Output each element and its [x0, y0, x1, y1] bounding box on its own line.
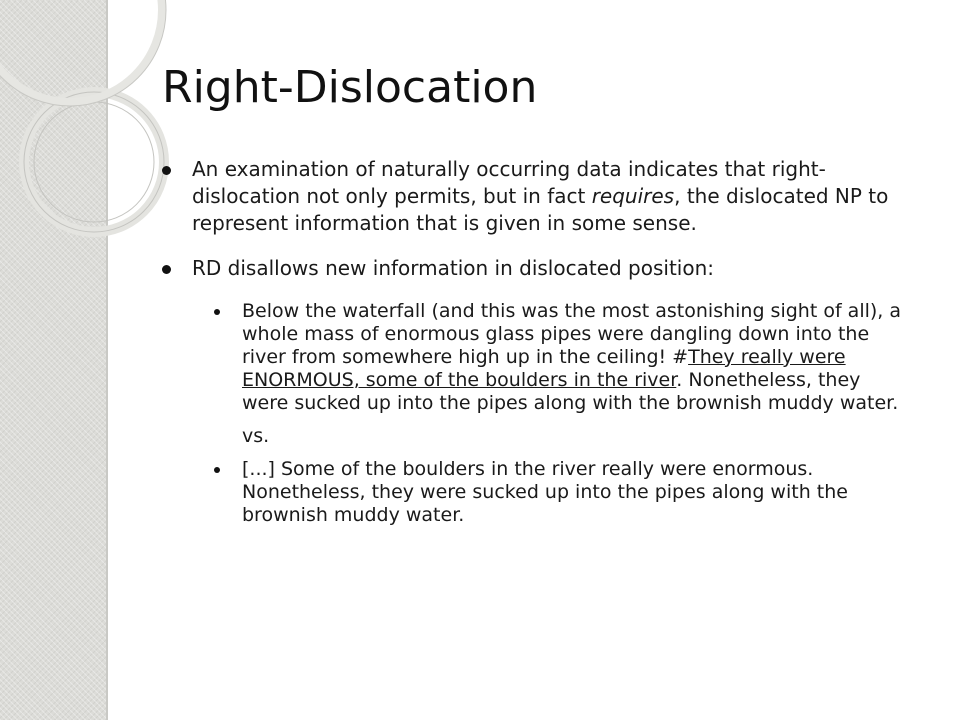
sub-bullet-list — [212, 300, 902, 527]
sub-bullet-text: [...] Some of the boulders in the river really were enormous. Nonetheless, they were sucked up into the pipes along with the brownish muddy water. — [242, 458, 848, 526]
bullet-item — [162, 156, 902, 237]
sub-bullet-icon — [214, 467, 220, 473]
sub-bullet-item — [212, 458, 902, 527]
slide-title: Right-Dislocation — [162, 62, 538, 113]
sub-bullet-icon — [214, 309, 220, 315]
bullet-text-continued: , the dislocated NP to represent information that is given in some sense. — [192, 184, 889, 235]
comparison-separator: vs. — [242, 425, 270, 447]
slide-content — [162, 156, 902, 537]
bullet-icon — [162, 166, 171, 175]
bullet-item — [162, 255, 902, 282]
bullet-text: RD disallows new information in dislocated position: — [192, 256, 715, 280]
sub-bullet-text: Below the waterfall (and this was the most astonishing sight of all), a whole mass of enormous glass pipes were dangling down into the river from somewhere high up in the ceiling! # — [242, 300, 902, 368]
sub-bullet-text-continued: . Nonetheless, they were sucked up into the pipes along with the brownish muddy water. — [242, 369, 899, 414]
underlined-example: They really were ENORMOUS, some of the boulders in the river — [242, 346, 846, 391]
bullet-text: An examination of naturally occurring data indicates that right-dislocation not only permits, but in fact — [192, 157, 826, 208]
bullet-icon — [162, 265, 171, 274]
bullet-emphasis: requires — [591, 184, 675, 208]
sub-bullet-item — [212, 300, 902, 415]
